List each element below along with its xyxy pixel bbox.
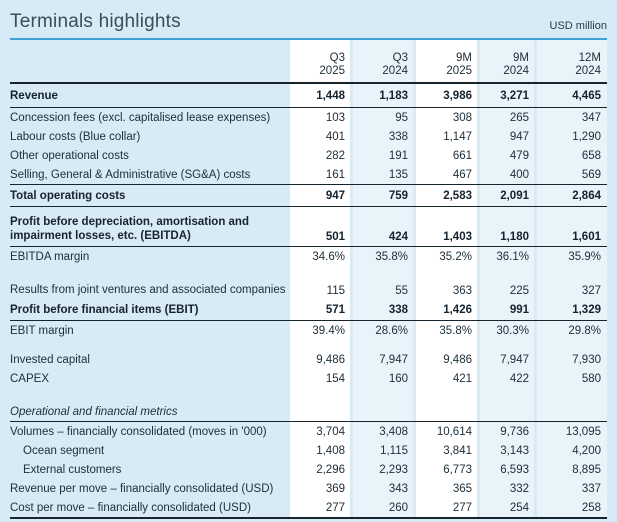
cell-value: 3,986	[443, 89, 472, 102]
cell-value: 135	[388, 168, 408, 181]
cell-value: 424	[388, 231, 408, 243]
table-row-sga-costs	[10, 165, 607, 184]
cell-value: 35.9%	[568, 250, 601, 263]
cell-value: 39.4%	[312, 324, 345, 337]
period-label: 9M	[456, 52, 472, 64]
table-row-volumes	[10, 422, 607, 441]
cell-value: 3,704	[316, 425, 345, 438]
table-row-revenue-per-move	[10, 479, 607, 498]
section-header-operational-metrics	[10, 402, 607, 421]
cell-value: 115	[326, 285, 345, 297]
cell-value: 1,601	[572, 231, 601, 243]
year-label: 2024	[575, 65, 601, 77]
column-header-row	[10, 40, 607, 82]
period-label: 9M	[513, 52, 529, 64]
table-row-concession-fees	[10, 108, 607, 127]
cell-value: 35.8%	[439, 324, 472, 337]
cell-value: 327	[581, 285, 601, 297]
table-row-total-operating-costs	[10, 185, 607, 206]
cell-value: 421	[452, 372, 472, 385]
period-label: Q3	[329, 52, 345, 64]
cell-value: 338	[388, 303, 408, 316]
column-header	[480, 52, 537, 78]
cell-value: 1,180	[500, 231, 529, 243]
cell-value: 2,583	[443, 189, 472, 202]
cell-value: 1,448	[316, 89, 345, 102]
cell-value: 947	[325, 189, 345, 202]
cell-value: 1,147	[443, 130, 472, 143]
cell-value: 55	[395, 285, 408, 297]
cell-value: 501	[325, 231, 345, 243]
unit-label: USD million	[549, 20, 607, 32]
cell-value: 160	[388, 372, 408, 385]
cell-value: 1,403	[443, 231, 472, 243]
row-label: Invested capital	[10, 353, 90, 366]
cell-value: 3,408	[379, 425, 408, 438]
cell-value: 1,408	[316, 444, 345, 457]
cell-value: 34.6%	[312, 250, 345, 263]
cell-value: 571	[325, 303, 345, 316]
divider	[10, 517, 607, 519]
cell-value: 225	[509, 285, 529, 297]
cell-value: 1,329	[572, 303, 601, 316]
row-spacer	[10, 340, 607, 350]
column-header	[416, 52, 480, 78]
cell-value: 282	[325, 149, 345, 162]
year-label: 2025	[446, 65, 472, 77]
cell-value: 363	[452, 285, 472, 297]
cell-value: 947	[509, 130, 529, 143]
year-label: 2024	[382, 65, 408, 77]
cell-value: 4,465	[572, 89, 601, 102]
cell-value: 29.8%	[568, 324, 601, 337]
cell-value: 4,200	[572, 444, 601, 457]
row-label: Profit before depreciation, amortisation and impairment losses, etc. (EBITDA)	[10, 216, 249, 242]
cell-value: 95	[395, 111, 408, 124]
cell-value: 191	[388, 149, 408, 162]
cell-value: 8,895	[572, 463, 601, 476]
cell-value: 260	[388, 501, 408, 514]
cell-value: 6,593	[500, 463, 529, 476]
cell-value: 2,293	[379, 463, 408, 476]
year-label: 2025	[319, 65, 345, 77]
cell-value: 7,930	[572, 353, 601, 366]
period-label: Q3	[392, 52, 408, 64]
cell-value: 277	[452, 501, 472, 514]
table-row-joint-ventures	[10, 266, 607, 299]
cell-value: 2,296	[316, 463, 345, 476]
cell-value: 103	[325, 111, 345, 124]
cell-value: 1,290	[572, 130, 601, 143]
column-header	[353, 52, 416, 78]
table-row-labour-costs	[10, 127, 607, 146]
table-row-ebit-margin	[10, 321, 607, 340]
table-row-ebit	[10, 299, 607, 320]
page-header	[10, 8, 607, 40]
cell-value: 35.8%	[375, 250, 408, 263]
table-row-invested-capital	[10, 350, 607, 369]
cell-value: 658	[581, 149, 601, 162]
cell-value: 3,143	[500, 444, 529, 457]
table-row-external-customers	[10, 460, 607, 479]
cell-value: 365	[452, 482, 472, 495]
cell-value: 265	[509, 111, 529, 124]
cell-value: 9,486	[316, 353, 345, 366]
table-row-ocean-segment	[10, 441, 607, 460]
column-header	[537, 52, 607, 78]
cell-value: 337	[581, 482, 601, 495]
row-label: Other operational costs	[10, 149, 129, 162]
column-header	[290, 52, 353, 78]
cell-value: 400	[509, 168, 529, 181]
cell-value: 30.3%	[496, 324, 529, 337]
cell-value: 467	[452, 168, 472, 181]
cell-value: 479	[509, 149, 529, 162]
cell-value: 1,183	[379, 89, 408, 102]
cell-value: 154	[325, 372, 345, 385]
cell-value: 347	[581, 111, 601, 124]
cell-value: 308	[452, 111, 472, 124]
cell-value: 13,095	[565, 425, 601, 438]
page-title: Terminals highlights	[10, 11, 181, 32]
cell-value: 759	[388, 189, 408, 202]
cell-value: 6,773	[443, 463, 472, 476]
row-label: Selling, General & Administrative (SG&A) costs	[10, 168, 251, 181]
cell-value: 338	[388, 130, 408, 143]
row-label: Ocean segment	[23, 444, 105, 457]
cell-value: 343	[388, 482, 408, 495]
cell-value: 161	[325, 168, 345, 181]
year-label: 2024	[503, 65, 529, 77]
row-label: CAPEX	[10, 372, 49, 385]
row-label: Concession fees (excl. capitalised lease expenses)	[10, 111, 271, 124]
row-label: Results from joint ventures and associated companies	[10, 284, 286, 296]
table-rows	[10, 40, 607, 519]
table-row-ebitda	[10, 207, 607, 246]
cell-value: 991	[509, 303, 529, 316]
cell-value: 7,947	[500, 353, 529, 366]
cell-value: 277	[325, 501, 345, 514]
row-spacer	[10, 388, 607, 402]
highlights-table	[10, 40, 607, 519]
cell-value: 3,841	[443, 444, 472, 457]
table-row-revenue	[10, 84, 607, 107]
section-header-label: Operational and financial metrics	[10, 405, 178, 418]
cell-value: 10,614	[436, 425, 472, 438]
cell-value: 258	[581, 501, 601, 514]
row-label: Volumes – financially consolidated (moves in '000)	[10, 425, 267, 438]
cell-value: 7,947	[379, 353, 408, 366]
row-label: External customers	[23, 463, 122, 476]
row-label: Cost per move – financially consolidated (USD)	[10, 501, 251, 514]
row-label: EBIT margin	[10, 324, 74, 337]
cell-value: 1,115	[380, 444, 408, 457]
row-label: Profit before financial items (EBIT)	[10, 303, 199, 316]
cell-value: 28.6%	[375, 324, 408, 337]
table-row-ebitda-margin	[10, 247, 607, 266]
cell-value: 254	[509, 501, 529, 514]
row-label: Total operating costs	[10, 189, 126, 202]
cell-value: 1,426	[443, 303, 472, 316]
row-label: EBITDA margin	[10, 250, 90, 263]
cell-value: 580	[581, 372, 601, 385]
row-label: Revenue per move – financially consolidated (USD)	[10, 482, 274, 495]
cell-value: 2,091	[500, 189, 529, 202]
cell-value: 422	[509, 372, 529, 385]
cell-value: 401	[325, 130, 345, 143]
cell-value: 2,864	[572, 189, 601, 202]
cell-value: 3,271	[500, 89, 529, 102]
row-label: Revenue	[10, 89, 58, 102]
table-row-other-operational-costs	[10, 146, 607, 165]
cell-value: 569	[581, 168, 601, 181]
period-label: 12M	[578, 52, 601, 64]
cell-value: 9,736	[500, 425, 529, 438]
cell-value: 35.2%	[439, 250, 472, 263]
table-row-cost-per-move	[10, 498, 607, 517]
cell-value: 332	[509, 482, 529, 495]
cell-value: 661	[452, 149, 472, 162]
cell-value: 36.1%	[496, 250, 529, 263]
cell-value: 9,486	[443, 353, 472, 366]
row-label: Labour costs (Blue collar)	[10, 130, 141, 143]
table-row-capex	[10, 369, 607, 388]
cell-value: 369	[325, 482, 345, 495]
